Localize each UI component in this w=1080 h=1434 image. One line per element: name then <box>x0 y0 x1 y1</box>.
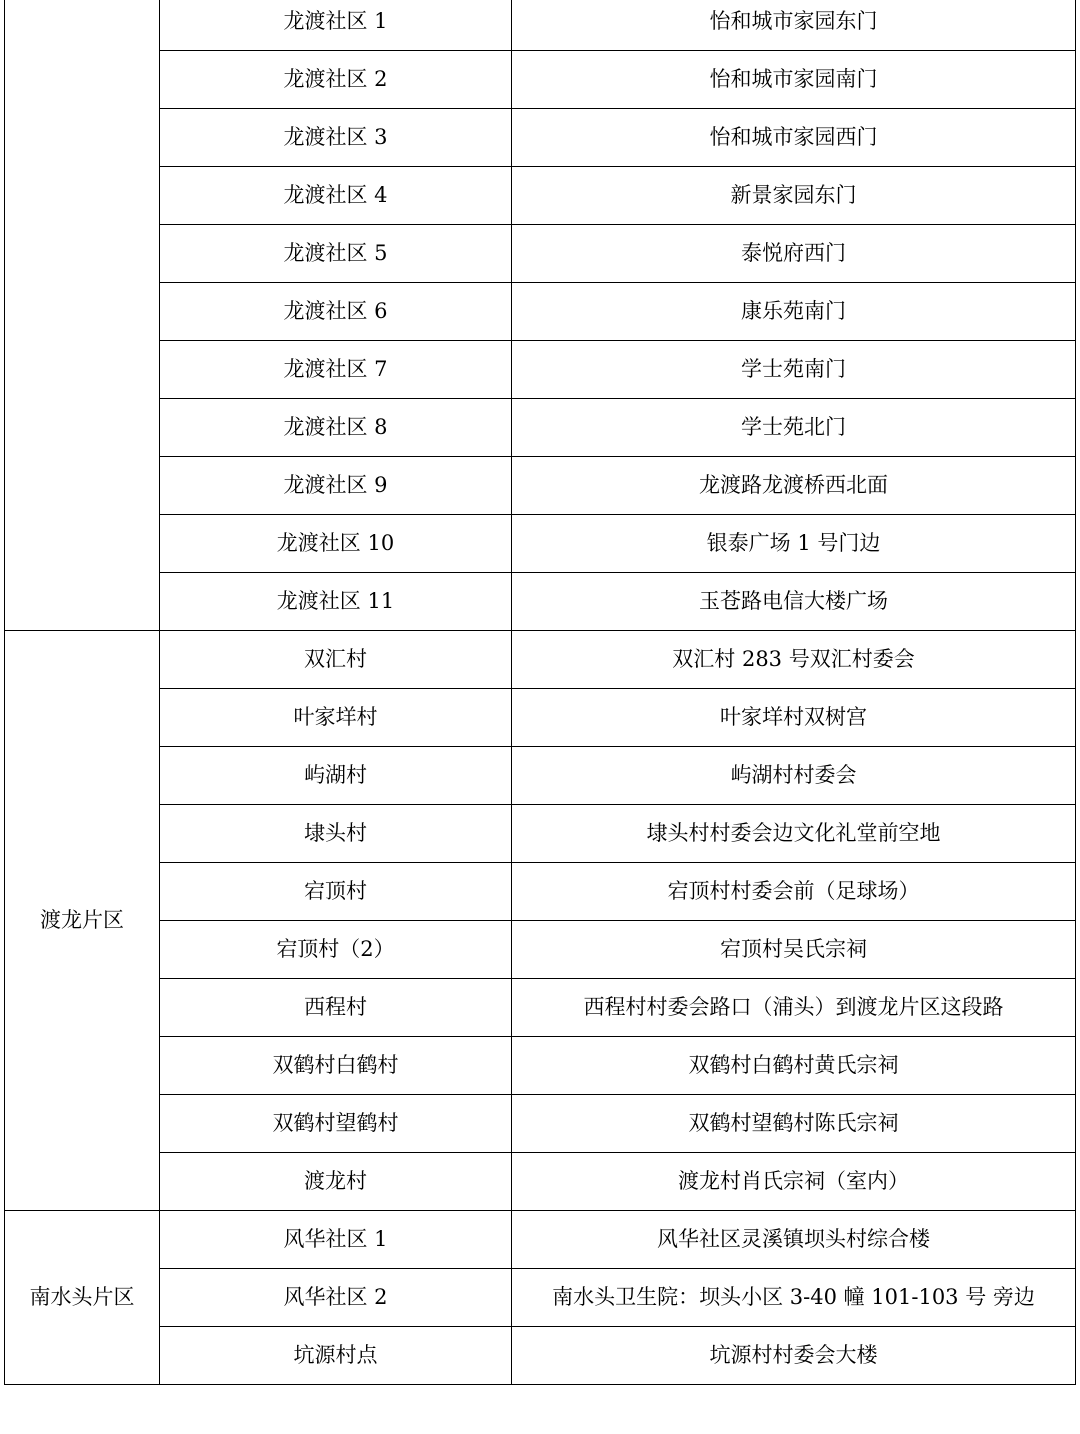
point-cell: 龙渡社区 7 <box>160 341 512 399</box>
location-cell: 康乐苑南门 <box>512 283 1076 341</box>
table-row <box>5 1327 1076 1385</box>
point-cell: 埭头村 <box>160 805 512 863</box>
table-row <box>5 1095 1076 1153</box>
area-cell <box>5 0 160 631</box>
table-row <box>5 515 1076 573</box>
location-cell: 怡和城市家园南门 <box>512 51 1076 109</box>
point-cell: 风华社区 2 <box>160 1269 512 1327</box>
location-cell: 坑源村村委会大楼 <box>512 1327 1076 1385</box>
table-body <box>5 0 1076 1385</box>
location-cell: 风华社区灵溪镇坝头村综合楼 <box>512 1211 1076 1269</box>
point-cell: 双鹤村望鹤村 <box>160 1095 512 1153</box>
table-row <box>5 1269 1076 1327</box>
point-cell: 龙渡社区 9 <box>160 457 512 515</box>
location-cell: 泰悦府西门 <box>512 225 1076 283</box>
location-cell: 叶家垟村双树宫 <box>512 689 1076 747</box>
point-cell: 龙渡社区 10 <box>160 515 512 573</box>
point-cell: 坑源村点 <box>160 1327 512 1385</box>
point-cell: 风华社区 1 <box>160 1211 512 1269</box>
location-cell: 屿湖村村委会 <box>512 747 1076 805</box>
table-row <box>5 1211 1076 1269</box>
point-cell: 龙渡社区 4 <box>160 167 512 225</box>
table-row <box>5 1153 1076 1211</box>
table-row <box>5 573 1076 631</box>
point-cell: 龙渡社区 8 <box>160 399 512 457</box>
location-cell: 学士苑北门 <box>512 399 1076 457</box>
table-row <box>5 805 1076 863</box>
table-row <box>5 689 1076 747</box>
point-cell: 西程村 <box>160 979 512 1037</box>
location-cell: 宕顶村吴氏宗祠 <box>512 921 1076 979</box>
table-row <box>5 399 1076 457</box>
point-cell: 龙渡社区 2 <box>160 51 512 109</box>
table-row <box>5 109 1076 167</box>
table-row <box>5 457 1076 515</box>
point-cell: 龙渡社区 1 <box>160 0 512 51</box>
point-cell: 宕顶村（2） <box>160 921 512 979</box>
location-cell: 南水头卫生院：坝头小区 3-40 幢 101-103 号 旁边 <box>512 1269 1076 1327</box>
table-row <box>5 225 1076 283</box>
table-row <box>5 631 1076 689</box>
point-cell: 宕顶村 <box>160 863 512 921</box>
location-cell: 银泰广场 1 号门边 <box>512 515 1076 573</box>
point-cell: 双汇村 <box>160 631 512 689</box>
location-cell: 埭头村村委会边文化礼堂前空地 <box>512 805 1076 863</box>
location-cell: 学士苑南门 <box>512 341 1076 399</box>
point-cell: 双鹤村白鹤村 <box>160 1037 512 1095</box>
location-cell: 玉苍路电信大楼广场 <box>512 573 1076 631</box>
point-cell: 龙渡社区 5 <box>160 225 512 283</box>
table-row <box>5 979 1076 1037</box>
location-cell: 龙渡路龙渡桥西北面 <box>512 457 1076 515</box>
point-cell: 龙渡社区 11 <box>160 573 512 631</box>
location-cell: 怡和城市家园西门 <box>512 109 1076 167</box>
table-row <box>5 283 1076 341</box>
point-cell: 龙渡社区 3 <box>160 109 512 167</box>
area-cell: 南水头片区 <box>5 1211 160 1385</box>
table-row <box>5 0 1076 51</box>
table-row <box>5 747 1076 805</box>
location-cell: 新景家园东门 <box>512 167 1076 225</box>
table-row <box>5 167 1076 225</box>
table-row <box>5 863 1076 921</box>
location-cell: 双鹤村白鹤村黄氏宗祠 <box>512 1037 1076 1095</box>
table-row <box>5 1037 1076 1095</box>
table-row <box>5 921 1076 979</box>
location-cell: 宕顶村村委会前（足球场） <box>512 863 1076 921</box>
point-cell: 渡龙村 <box>160 1153 512 1211</box>
location-cell: 双汇村 283 号双汇村委会 <box>512 631 1076 689</box>
point-cell: 屿湖村 <box>160 747 512 805</box>
location-cell: 西程村村委会路口（浦头）到渡龙片区这段路 <box>512 979 1076 1037</box>
point-cell: 龙渡社区 6 <box>160 283 512 341</box>
point-cell: 叶家垟村 <box>160 689 512 747</box>
table-row <box>5 51 1076 109</box>
area-cell: 渡龙片区 <box>5 631 160 1211</box>
location-cell: 双鹤村望鹤村陈氏宗祠 <box>512 1095 1076 1153</box>
location-cell: 怡和城市家园东门 <box>512 0 1076 51</box>
location-cell: 渡龙村肖氏宗祠（室内） <box>512 1153 1076 1211</box>
testing-sites-table <box>4 0 1076 1385</box>
table-row <box>5 341 1076 399</box>
